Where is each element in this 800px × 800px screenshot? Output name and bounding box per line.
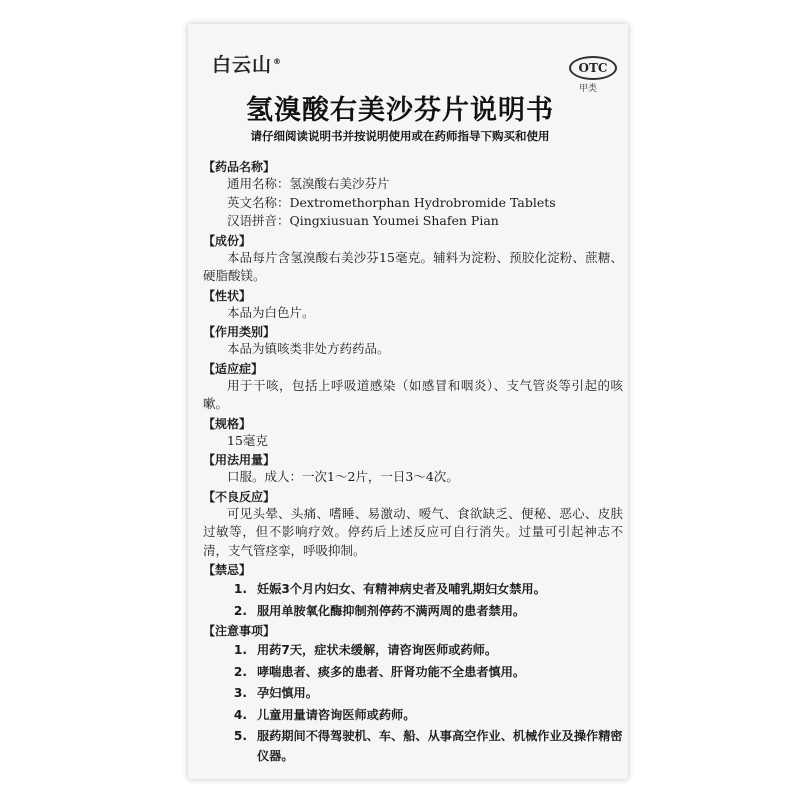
brand-logo	[212, 50, 282, 77]
heading-category: 【作用类别】	[203, 325, 276, 339]
adverse-text: 可见头晕、头痛、嗜睡、易激动、嗳气、食欲缺乏、便秘、恶心、皮肤过敏等，但不影响疗效。停药后上述反应可自行消失。过量可引起神志不清，支气管痉挛，呼吸抑制。	[203, 505, 623, 558]
item-text: 哮喘患者、痰多的患者、肝肾功能不全患者慎用。	[257, 664, 526, 679]
description-text: 本品为白色片。	[227, 304, 315, 320]
contra-item	[203, 602, 623, 622]
precaution-item	[203, 727, 623, 766]
registered-mark: ®	[273, 56, 283, 66]
otc-badge: OTC	[569, 56, 617, 80]
heading-adverse: 【不良反应】	[203, 489, 276, 504]
item-number: 3.	[233, 686, 247, 700]
indication-text: 用于干咳，包括上呼吸道感染（如感冒和咽炎）、支气管炎等引起的咳嗽。	[203, 377, 623, 411]
heading-drug-name: 【药品名称】	[203, 160, 276, 174]
composition-text: 本品每片含氢溴酸右美沙芬15毫克。辅料为淀粉、预胶化淀粉、蔗糖、硬脂酸镁。	[203, 249, 623, 283]
item-number: 4.	[233, 707, 247, 722]
precaution-item	[203, 706, 623, 726]
item-number: 5.	[233, 729, 247, 743]
item-number: 2.	[233, 664, 247, 679]
document-subtitle: 请仔细阅读说明书并按说明使用或在药师指导下购买和使用	[250, 129, 550, 143]
heading-spec: 【规格】	[203, 416, 252, 431]
otc-category: 甲类	[579, 84, 598, 94]
item-text: 用药7天，症状未缓解，请咨询医师或药师。	[257, 643, 498, 657]
heading-precautions: 【注意事项】	[203, 624, 276, 638]
heading-indication: 【适应症】	[203, 361, 264, 376]
item-number: 1.	[233, 643, 247, 657]
english-name: 英文名称：Dextromethorphan Hydrobromide Tablets	[227, 194, 556, 210]
item-text: 孕妇慎用。	[257, 686, 318, 700]
generic-name: 通用名称：氢溴酸右美沙芬片	[227, 176, 390, 191]
heading-description: 【性状】	[203, 288, 252, 303]
item-text: 儿童用量请咨询医师或药师。	[257, 707, 416, 722]
brand-name: 白云山	[212, 54, 273, 76]
pinyin-name: 汉语拼音：Qingxiusuan Youmei Shafen Pian	[227, 213, 499, 228]
leaflet-content	[203, 157, 623, 768]
contra-item	[203, 580, 623, 600]
document-title: 氢溴酸右美沙芬片说明书	[246, 95, 554, 126]
precaution-item	[203, 684, 623, 704]
precaution-item	[203, 641, 623, 661]
item-number: 2.	[233, 603, 247, 618]
heading-composition: 【成份】	[203, 233, 252, 248]
item-text: 服药期间不得驾驶机、车、船、从事高空作业、机械作业及操作精密仪器。	[257, 729, 623, 763]
heading-contraindications: 【禁忌】	[203, 563, 252, 577]
heading-dosage: 【用法用量】	[203, 453, 276, 467]
spec-text: 15毫克	[227, 432, 268, 448]
item-text: 服用单胺氧化酶抑制剂停药不满两周的患者禁用。	[257, 603, 526, 618]
item-number: 1.	[233, 582, 247, 596]
precaution-item	[203, 663, 623, 683]
category-text: 本品为镇咳类非处方药药品。	[227, 341, 390, 356]
dosage-text: 口服。成人：一次1～2片，一日3～4次。	[227, 469, 459, 484]
item-text: 妊娠3个月内妇女、有精神病史者及哺乳期妇女禁用。	[257, 582, 546, 596]
